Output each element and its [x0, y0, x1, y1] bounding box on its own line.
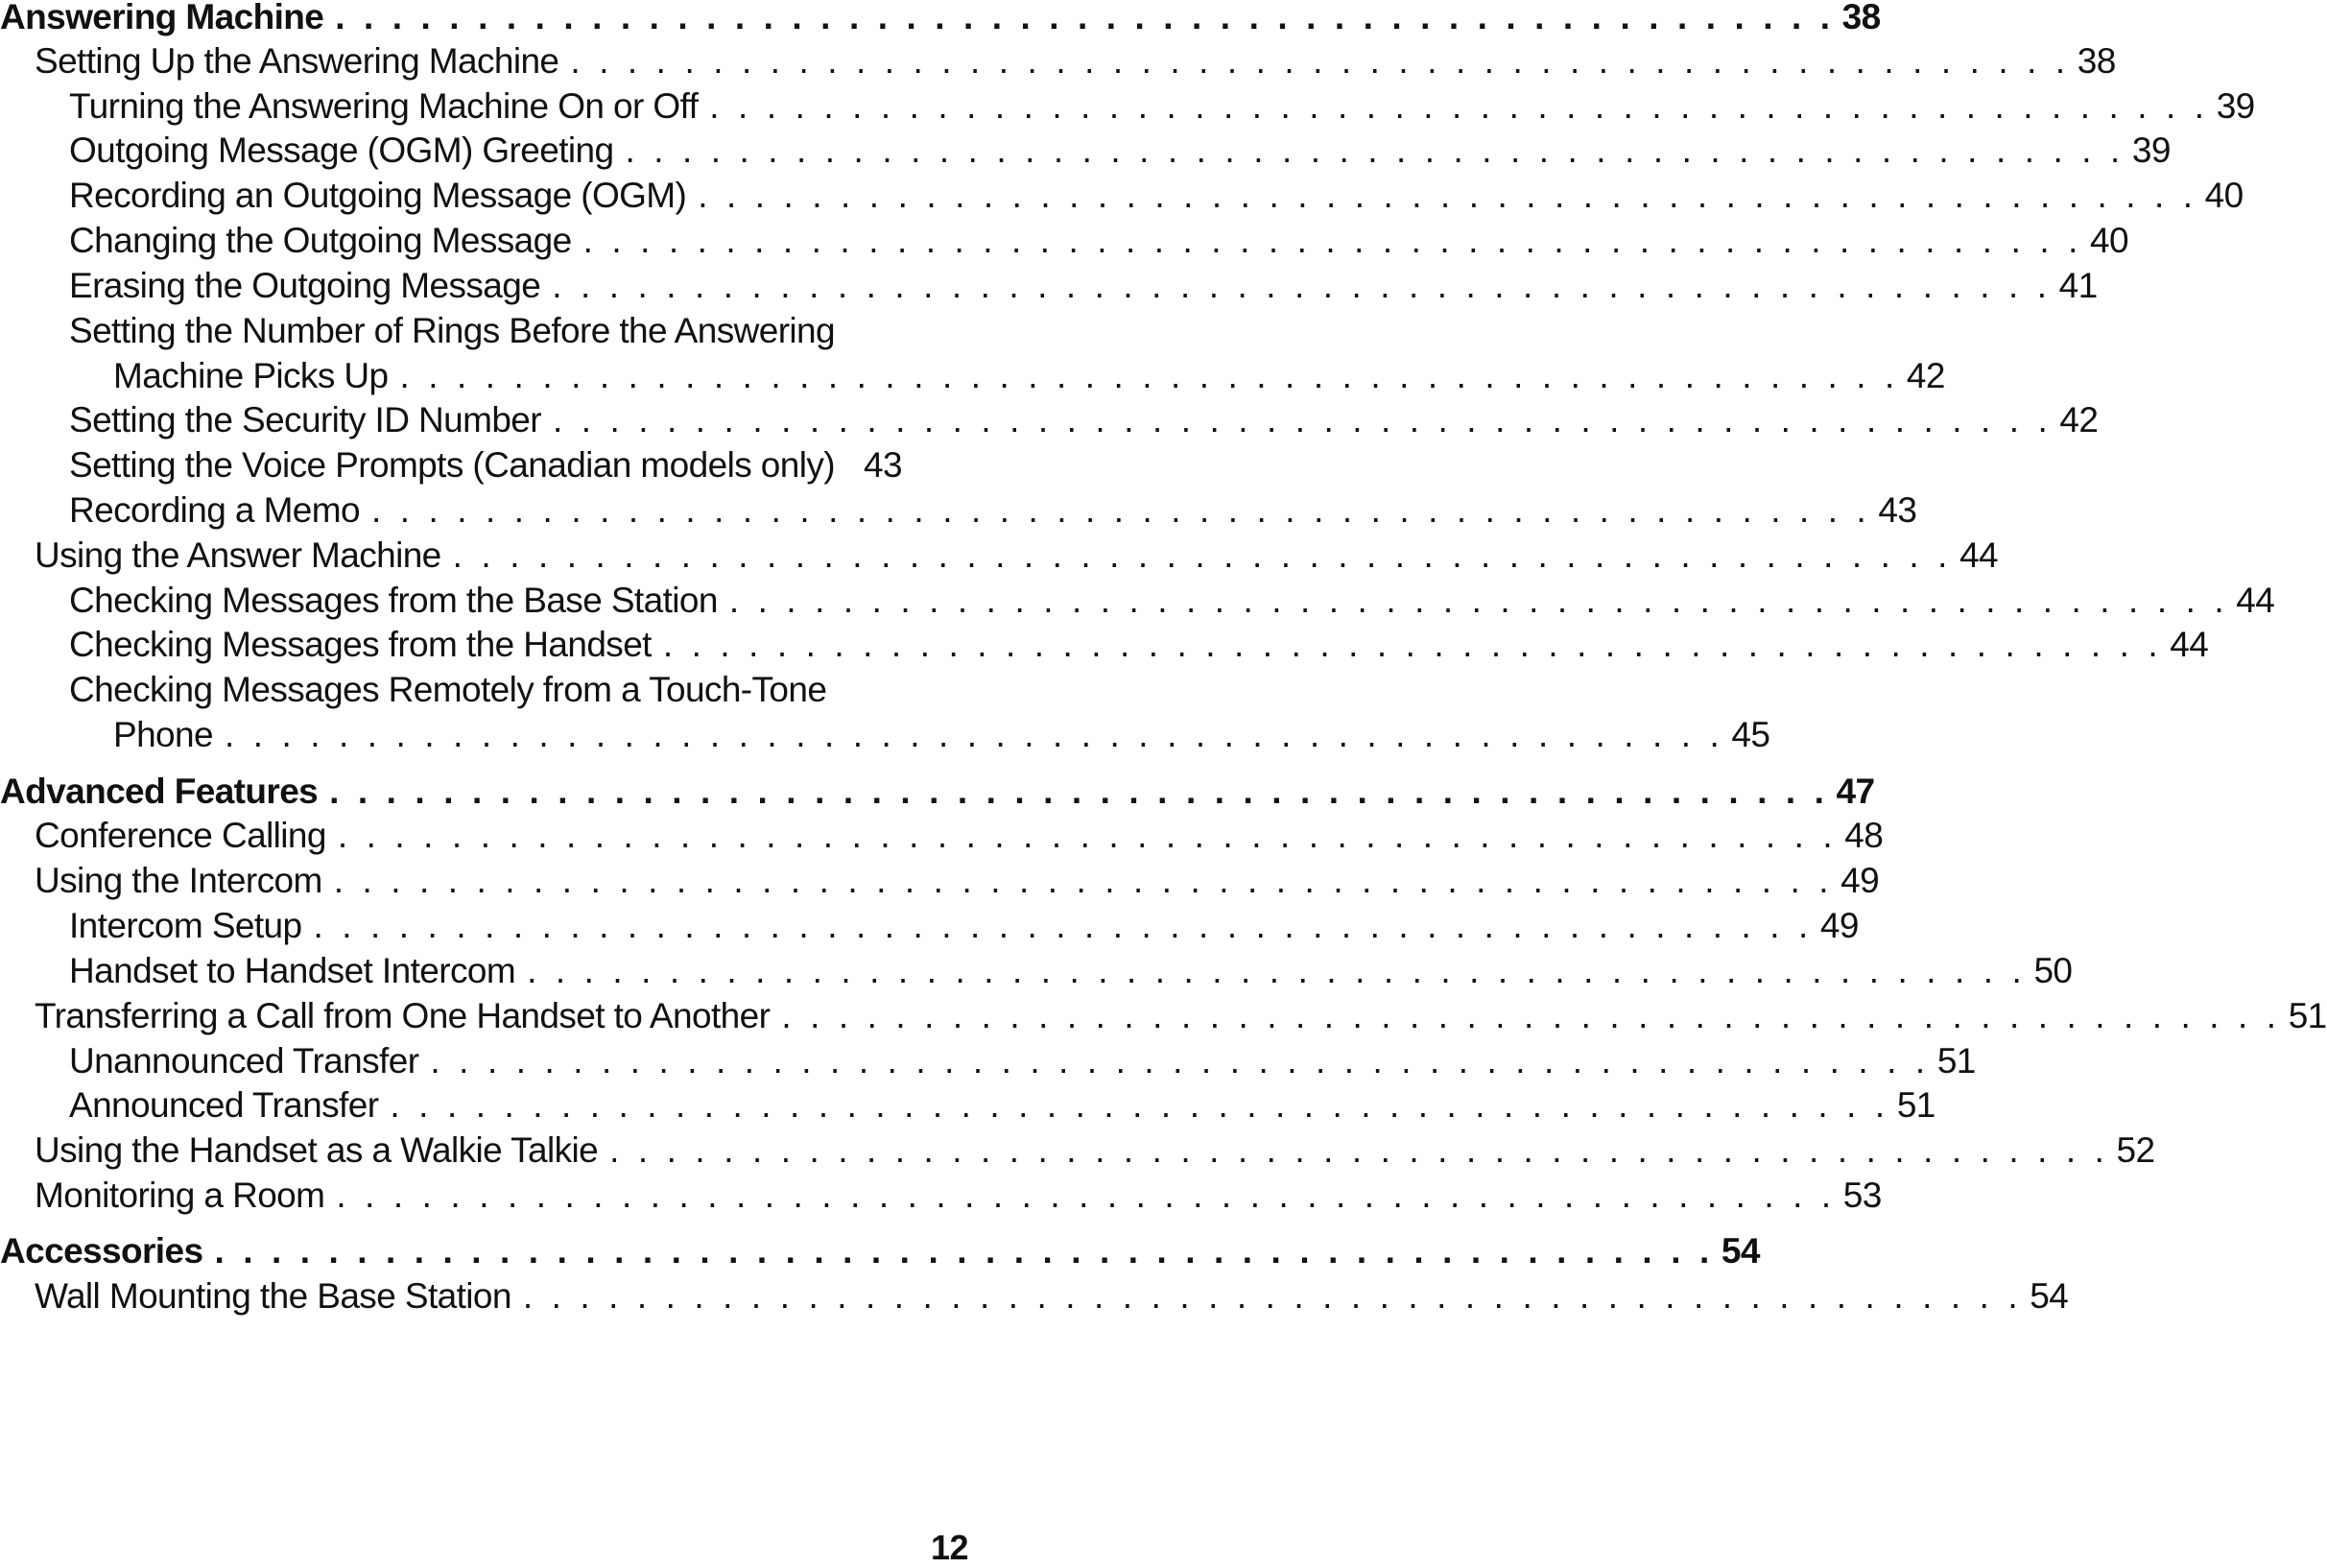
toc-entry-page: 50	[2033, 951, 2073, 990]
toc-entry-title: Conference Calling	[35, 816, 326, 855]
toc-entry[interactable]	[0, 1229, 1760, 1273]
toc-entry-title: Monitoring a Room	[35, 1176, 325, 1215]
toc-entry-title: Using the Answer Machine	[35, 535, 441, 575]
toc-entry-page: 45	[1731, 715, 1770, 754]
toc-entry-page: 44	[2170, 625, 2209, 664]
dot-leader: . . . . . . . . . . . . . . . . . . . . . . . . . . . . . . . . . . . . . . . . . . . . . . . . . . . . .	[371, 490, 1871, 530]
toc-entry[interactable]	[0, 443, 902, 487]
toc-entry-title: Recording a Memo	[69, 490, 360, 530]
dot-leader: . . . . . . . . . . . . . . . . . . . . . . . . . . . . . . . . . . . . . . . . . . . . . . . . . . . . .	[399, 356, 1899, 395]
toc-entry[interactable]	[0, 859, 1880, 903]
toc-entry-title: Turning the Answering Machine On or Off	[69, 86, 699, 126]
toc-entry-title: Setting the Number of Rings Before the Answering	[69, 311, 835, 350]
toc-entry-title: Transferring a Call from One Handset to Another	[35, 996, 771, 1035]
toc-entry[interactable]	[0, 39, 2116, 83]
dot-leader: . . . . . . . . . . . . . . . . . . . . . . . . . . . . . . . . . . . . . . . . . . . . . . . . . . . . .	[709, 86, 2209, 126]
toc-entry-page: 41	[2058, 266, 2098, 305]
toc-entry-page: 54	[1721, 1231, 1760, 1271]
toc-entry[interactable]	[0, 84, 2255, 129]
toc-entry-page: 54	[2030, 1276, 2069, 1316]
dot-leader: . . . . . . . . . . . . . . . . . . . . . . . . . . . . . . . . . . . . . . . . . . . . . . . . . . . . .	[570, 41, 2070, 81]
toc-entry-page: 51	[2288, 996, 2327, 1035]
dot-leader: . . . . . . . . . . . . . . . . . . . . . . . . . . . . . . . . . . . . . . . . . . . . . . . . . . . . .	[225, 715, 1724, 754]
toc-entry[interactable]	[0, 949, 2073, 993]
dot-leader: . . . . . . . . . . . . . . . . . . . . . . . . . . . . . . . . . . . . . . . . . . . . . . . . . . . . .	[582, 221, 2082, 260]
toc-entry-page: 52	[2116, 1130, 2155, 1170]
toc-entry-title: Machine Picks Up	[113, 356, 389, 395]
dot-leader: . . . . . . . . . . . . . . . . . . . . . . . . . . . . . . . . . . . . . . . . . . . . . . . . . . . . .	[335, 0, 1835, 36]
toc-entry-page: 40	[2204, 176, 2244, 215]
dot-leader: . . . . . . . . . . . . . . . . . . . . . . . . . . . . . . . . . . . . . . . . . . . . . . . . . . . . .	[698, 176, 2197, 215]
toc-entry-page: 38	[1841, 0, 1881, 36]
toc-entry-page: 49	[1819, 906, 1859, 945]
toc-entry-title: Checking Messages from the Handset	[69, 625, 652, 664]
toc-entry[interactable]	[0, 814, 1884, 858]
toc-entry[interactable]	[0, 0, 1881, 39]
toc-entry[interactable]	[0, 264, 2098, 308]
dot-leader: . . . . . . . . . . . . . . . . . . . . . . . . . . . . . . . . . . . . . . . . . . . . . . . . . . . . .	[329, 772, 1829, 811]
toc-entry-title: Accessories	[0, 1231, 203, 1271]
toc-entry[interactable]	[0, 1083, 1935, 1128]
dot-leader: . . . . . . . . . . . . . . . . . . . . . . . . . . . . . . . . . . . . . . . . . . . . . . . . . . . . .	[430, 1041, 1930, 1081]
toc-entry-title: Handset to Handset Intercom	[69, 951, 516, 990]
toc-entry-page: 40	[2089, 221, 2128, 260]
toc-entry[interactable]	[0, 713, 1770, 757]
toc-entry-page: 47	[1836, 772, 1875, 811]
dot-leader: . . . . . . . . . . . . . . . . . . . . . . . . . . . . . . . . . . . . . . . . . . . . . . . . . . . . .	[336, 1176, 1836, 1215]
toc-entry[interactable]	[0, 994, 2327, 1038]
toc-entry-title: Checking Messages Remotely from a Touch-Tone	[69, 670, 827, 709]
dot-leader: . . . . . . . . . . . . . . . . . . . . . . . . . . . . . . . . . . . . . . . . . . . . . . . . . . . . .	[390, 1085, 1889, 1125]
toc-entry[interactable]	[0, 1128, 2155, 1173]
toc-entry-title: Erasing the Outgoing Message	[69, 266, 541, 305]
dot-leader: . . . . . . . . . . . . . . . . . . . . . . . . . . . . . . . . . . . . . . . . . . . . . . . . . . . . .	[662, 625, 2163, 664]
toc-entry[interactable]	[0, 668, 902, 712]
toc-entry[interactable]	[0, 129, 2171, 173]
toc-entry[interactable]	[0, 1039, 1976, 1083]
toc-entry[interactable]	[0, 534, 1999, 578]
dot-leader: . . . . . . . . . . . . . . . . . . . . . . . . . . . . . . . . . . . . . . . . . . . . . . . . . . . . .	[337, 816, 1838, 855]
toc-entry[interactable]	[0, 1274, 2069, 1319]
toc-entry[interactable]	[0, 174, 2244, 218]
dot-leader: . . . . . . . . . . . . . . . . . . . . . . . . . . . . . . . . . . . . . . . . . . . . . . . . . . . . .	[522, 1276, 2023, 1316]
toc-entry-title: Checking Messages from the Base Station	[69, 581, 718, 620]
toc-entry-title: Setting the Voice Prompts (Canadian models only)	[69, 445, 835, 485]
toc-entry[interactable]	[0, 579, 2275, 623]
dot-leader: . . . . . . . . . . . . . . . . . . . . . . . . . . . . . . . . . . . . . . . . . . . . . . . . . . . . .	[313, 906, 1813, 945]
toc-entry[interactable]	[0, 398, 2099, 442]
dot-leader: . . . . . . . . . . . . . . . . . . . . . . . . . . . . . . . . . . . . . . . . . . . . . . . . . . . . .	[214, 1231, 1714, 1271]
toc-entry[interactable]	[0, 488, 1917, 533]
toc-entry-title: Announced Transfer	[69, 1085, 379, 1125]
page-number: 12	[930, 1528, 968, 1567]
toc-entry-title: Unannounced Transfer	[69, 1041, 419, 1081]
toc-entry-page: 51	[1936, 1041, 1976, 1081]
toc-entry[interactable]	[0, 219, 2128, 263]
toc-entry[interactable]	[0, 1174, 1882, 1218]
dot-leader: . . . . . . . . . . . . . . . . . . . . . . . . . . . . . . . . . . . . . . . . . . . . . . . . . . . . .	[609, 1130, 2109, 1170]
toc-entry-page: 42	[2059, 400, 2099, 440]
dot-leader: . . . . . . . . . . . . . . . . . . . . . . . . . . . . . . . . . . . . . . . . . . . . . . . . . . . . .	[728, 581, 2229, 620]
dot-leader: . . . . . . . . . . . . . . . . . . . . . . . . . . . . . . . . . . . . . . . . . . . . . . . . . . . . .	[553, 400, 2053, 440]
toc-entry-title: Outgoing Message (OGM) Greeting	[69, 131, 614, 170]
toc-entry-title: Wall Mounting the Base Station	[35, 1276, 511, 1316]
toc-entry-title: Setting the Security ID Number	[69, 400, 541, 440]
toc-entry-title: Setting Up the Answering Machine	[35, 41, 559, 81]
toc-entry-title: Intercom Setup	[69, 906, 302, 945]
dot-leader: . . . . . . . . . . . . . . . . . . . . . . . . . . . . . . . . . . . . . . . . . . . . . . . . . . . . .	[333, 861, 1834, 900]
toc-entry-page: 42	[1906, 356, 1945, 395]
toc-entry-page: 43	[864, 445, 902, 485]
dot-leader: . . . . . . . . . . . . . . . . . . . . . . . . . . . . . . . . . . . . . . . . . . . . . . . . . . . . .	[552, 266, 2052, 305]
toc-entry-page: 39	[2216, 86, 2255, 126]
toc-entry[interactable]	[0, 623, 2209, 667]
toc-entry-page: 49	[1840, 861, 1880, 900]
toc-entry-page: 53	[1842, 1176, 1882, 1215]
toc-entry[interactable]	[0, 309, 902, 353]
toc-entry[interactable]	[0, 904, 1859, 948]
toc-entry-page: 44	[1959, 535, 1999, 575]
dot-leader: . . . . . . . . . . . . . . . . . . . . . . . . . . . . . . . . . . . . . . . . . . . . . . . . . . . . .	[452, 535, 1953, 575]
toc-entry-title: Phone	[113, 715, 213, 754]
toc-entry-page: 39	[2131, 131, 2171, 170]
dot-leader: . . . . . . . . . . . . . . . . . . . . . . . . . . . . . . . . . . . . . . . . . . . . . . . . . . . . .	[781, 996, 2281, 1035]
toc-entry-page: 43	[1878, 490, 1917, 530]
toc-entry[interactable]	[0, 770, 1875, 814]
toc-entry-page: 51	[1896, 1085, 1935, 1125]
toc-entry-title: Recording an Outgoing Message (OGM)	[69, 176, 687, 215]
toc-entry-page: 44	[2236, 581, 2275, 620]
dot-leader: . . . . . . . . . . . . . . . . . . . . . . . . . . . . . . . . . . . . . . . . . . . . . . . . . . . . .	[625, 131, 2125, 170]
toc-entry-page: 38	[2077, 41, 2116, 81]
toc-entry-title: Changing the Outgoing Message	[69, 221, 572, 260]
toc-entry-title: Using the Handset as a Walkie Talkie	[35, 1130, 599, 1170]
toc-entry-title: Answering Machine	[0, 0, 324, 36]
toc-entry-title: Advanced Features	[0, 772, 319, 811]
toc-entry[interactable]	[0, 354, 1945, 398]
toc-entry-page: 48	[1844, 816, 1884, 855]
dot-leader: . . . . . . . . . . . . . . . . . . . . . . . . . . . . . . . . . . . . . . . . . . . . . . . . . . . . .	[527, 951, 2027, 990]
toc-entry-title: Using the Intercom	[35, 861, 322, 900]
